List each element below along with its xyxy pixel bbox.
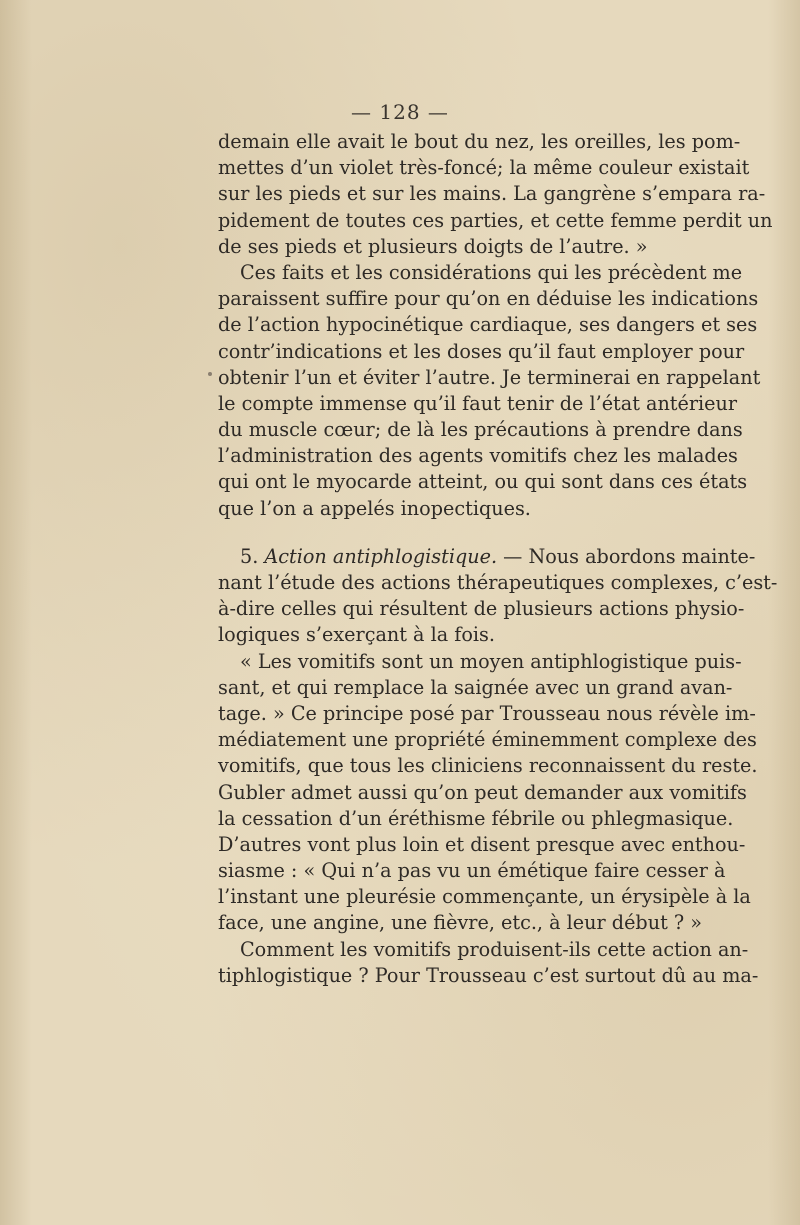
text-line: tage. » Ce principe posé par Trousseau nous révèle im- bbox=[218, 701, 756, 725]
text-line: de ses pieds et plusieurs doigts de l’autre. » bbox=[218, 234, 648, 258]
text-line: à-dire celles qui résultent de plusieurs actions physio- bbox=[218, 597, 745, 621]
text-line: le compte immense qu’il faut tenir de l’état antérieur bbox=[218, 391, 738, 415]
text-line: de l’action hypocinétique cardiaque, ses dangers et ses bbox=[218, 313, 758, 337]
text-line: Comment les vomitifs produisent-ils cette action an- bbox=[240, 937, 749, 961]
text-line: l’administration des agents vomitifs chez les malades bbox=[218, 444, 738, 468]
text-line: qui ont le myocarde atteint, ou qui sont dans ces états bbox=[218, 470, 748, 494]
text-line: médiatement une propriété éminemment complexe des bbox=[218, 728, 757, 752]
text-line: demain elle avait le bout du nez, les oreilles, les pom- bbox=[218, 130, 741, 153]
section-title: Action antiphlogistique. bbox=[264, 544, 498, 568]
text-line: tiphlogistique ? Pour Trousseau c’est surtout dû au ma- bbox=[218, 963, 759, 987]
text-line: Gubler admet aussi qu’on peut demander aux vomitifs bbox=[218, 780, 747, 804]
text-line: — Nous abordons mainte- bbox=[497, 544, 756, 568]
text-line: paraissent suffire pour qu’on en déduise les indications bbox=[218, 287, 759, 311]
text-line: obtenir l’un et éviter l’autre. Je terminerai en rappelant bbox=[218, 365, 761, 389]
text-line: vomitifs, que tous les cliniciens reconnaissent du reste. bbox=[218, 754, 758, 778]
text-line: mettes d’un violet très-foncé; la même couleur existait bbox=[218, 156, 750, 180]
text-line: face, une angine, une fièvre, etc., à leur début ? » bbox=[218, 911, 703, 935]
text-line: l’instant une pleurésie commençante, un érysipèle à la bbox=[218, 885, 751, 909]
text-line: Ces faits et les considérations qui les précèdent me bbox=[240, 260, 743, 284]
text-line: D’autres vont plus loin et disent presque avec enthou- bbox=[218, 832, 746, 856]
text-line: du muscle cœur; de là les précautions à prendre dans bbox=[218, 418, 743, 442]
paragraph-5 bbox=[218, 937, 759, 989]
text-line: la cessation d’un éréthisme fébrile ou phlegmasique. bbox=[218, 806, 734, 830]
text-line: pidement de toutes ces parties, et cette femme perdit un bbox=[218, 208, 773, 232]
text-line: contr’indications et les doses qu’il faut employer pour bbox=[218, 339, 745, 363]
section-number: 5. bbox=[240, 544, 259, 568]
paragraph-1 bbox=[218, 129, 773, 260]
page-number: — 128 — bbox=[351, 100, 449, 124]
text-line: siasme : « Qui n’a pas vu un émétique faire cesser à bbox=[218, 859, 726, 883]
section-5-paragraph bbox=[218, 544, 778, 649]
text-line: logiques s’exerçant à la fois. bbox=[218, 623, 496, 647]
paragraph-4 bbox=[218, 649, 758, 937]
text-line: « Les vomitifs sont un moyen antiphlogistique puis- bbox=[240, 649, 742, 673]
text-line: sur les pieds et sur les mains. La gangrène s’empara ra- bbox=[218, 182, 766, 206]
section-gap bbox=[218, 522, 696, 544]
margin-mark bbox=[208, 372, 212, 376]
section-heading-line bbox=[218, 544, 756, 570]
text-line: nant l’étude des actions thérapeutiques complexes, c’est- bbox=[218, 571, 778, 594]
text-line: que l’on a appelés inopectiques. bbox=[218, 496, 531, 520]
body-text bbox=[218, 129, 778, 989]
text-line: sant, et qui remplace la saignée avec un grand avan- bbox=[218, 675, 733, 699]
paragraph-2 bbox=[218, 260, 761, 522]
